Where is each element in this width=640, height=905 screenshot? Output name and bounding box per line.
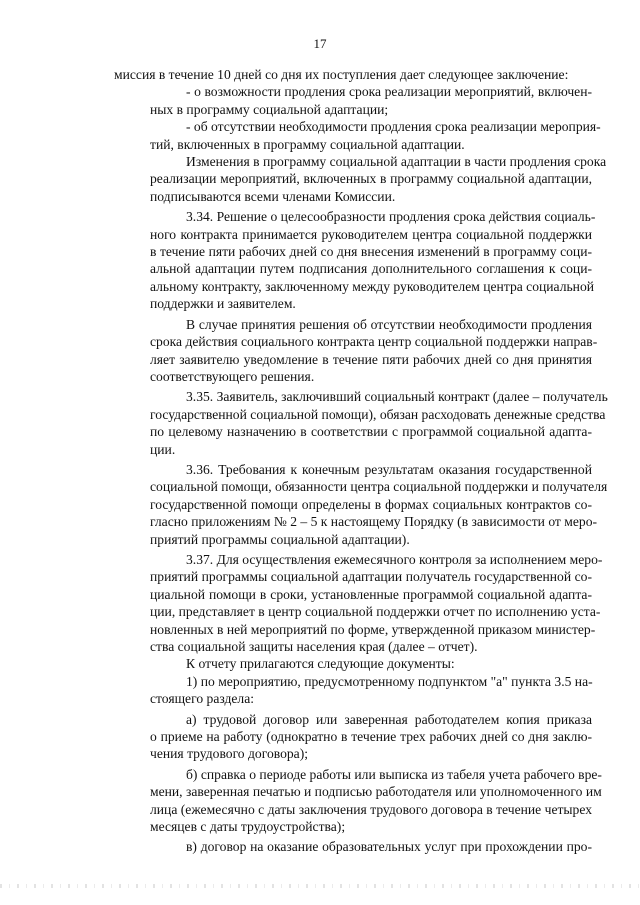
text-line: ства социальной защиты населения края (далее – отчет).	[150, 639, 478, 654]
paragraph-item-a	[114, 711, 592, 763]
text-line: тий, включенных в программу социальной адаптации.	[150, 136, 465, 152]
text-line: миссия в течение 10 дней со дня их поступления дает следующее заключение:	[114, 67, 569, 82]
paragraph-continuation	[114, 66, 592, 83]
paragraph-3-37	[114, 551, 603, 655]
text-line: ляет заявителю уведомление в течение пяти рабочих дней со дня принятия	[150, 351, 592, 367]
paragraph-option-not-needed	[114, 118, 601, 153]
text-line: ных в программу социальной адаптации;	[150, 101, 389, 117]
text-line: гласно приложениям № 2 – 5 к настоящему Порядку (в зависимости от меро-	[150, 514, 598, 530]
text-line: приятий программы социальной адаптации).	[150, 531, 410, 547]
text-line: а) трудовой договор или заверенная работодателем копия приказа	[186, 711, 592, 727]
paragraph-3-34	[114, 208, 596, 312]
text-line: социальной помощи, обязанности центра социальной поддержки и получателя	[150, 479, 608, 495]
text-line: К отчету прилагаются следующие документы:	[186, 656, 455, 672]
text-line: Изменения в программу социальной адаптации в части продления срока	[186, 154, 607, 170]
text-line: стоящего раздела:	[150, 691, 255, 707]
text-line: подписываются всеми членами Комиссии.	[150, 188, 396, 204]
text-line: 3.34. Решение о целесообразности продления срока действия социаль-	[186, 209, 596, 225]
text-line: государственной помощи определены в формах социальных контрактов со-	[150, 496, 592, 512]
text-line: срока действия социального контракта центр социальной поддержки направ-	[150, 334, 598, 350]
text-line: 3.35. Заявитель, заключивший социальный контракт (далее – получатель	[186, 389, 608, 405]
text-line: чения трудового договора);	[150, 746, 309, 762]
text-line: ного контракта принимается руководителем центра социальной поддержки	[150, 226, 592, 242]
paragraph-changes-signed	[114, 153, 607, 205]
text-line: В случае принятия решения об отсутствии необходимости продления	[186, 316, 592, 332]
text-line: месяцев с даты трудоустройства);	[150, 819, 346, 835]
paragraph-3-35	[114, 388, 608, 458]
text-line: циальной помощи в сроки, установленные программой социальной адапта-	[150, 586, 592, 602]
text-line: приятий программы социальной адаптации получатель государственной со-	[150, 569, 592, 585]
text-line: 3.36. Требования к конечным результатам оказания государственной	[186, 461, 592, 477]
text-line: мени, заверенная печатью и подписью работодателя или уполномоченного им	[150, 784, 602, 800]
paragraph-item-v	[114, 838, 592, 855]
text-line: - о возможности продления срока реализации мероприятий, включен-	[186, 84, 592, 100]
paragraph-option-possible	[114, 83, 592, 118]
text-line: ции, представляет в центр социальной поддержки отчет по исполнению уста-	[150, 604, 601, 620]
paragraph-attached-documents	[114, 655, 592, 672]
text-line: поддержки и заявителем.	[150, 296, 296, 312]
paragraph-3-36	[114, 461, 608, 548]
text-line: 3.37. Для осуществления ежемесячного контроля за исполнением меро-	[186, 551, 603, 567]
paragraph-refusal-notice	[114, 316, 598, 386]
scan-artifact	[0, 884, 640, 888]
text-line: о приеме на работу (однократно в течение трех рабочих дней со дня заклю-	[150, 729, 592, 745]
text-line: ции.	[150, 441, 176, 457]
text-line: новленных в ней мероприятий по форме, утвержденной приказом министер-	[150, 621, 596, 637]
text-line: государственной социальной помощи), обязан расходовать денежные средства	[150, 406, 606, 422]
document-body	[114, 66, 608, 856]
paragraph-item-b	[114, 766, 602, 836]
text-line: альной адаптации путем подписания дополнительного соглашения к соци-	[150, 261, 592, 277]
text-line: б) справка о периоде работы или выписка из табеля учета рабочего вре-	[186, 766, 602, 782]
page-number: 17	[313, 36, 327, 51]
text-line: соответствующего решения.	[150, 368, 315, 384]
text-line: в) договор на оказание образовательных услуг при прохождении про-	[186, 839, 592, 855]
text-line: по целевому назначению в соответствии с программой социальной адапта-	[150, 424, 592, 440]
text-line: - об отсутствии необходимости продления срока реализации мероприя-	[186, 119, 601, 135]
text-line: 1) по мероприятию, предусмотренному подпунктом "а" пункта 3.5 на-	[186, 673, 593, 689]
text-line: лица (ежемесячно с даты заключения трудового договора в течение четырех	[150, 801, 592, 817]
text-line: реализации мероприятий, включенных в программу социальной адаптации,	[150, 171, 592, 187]
text-line: в течение пяти рабочих дней со дня внесения изменений в программу соци-	[150, 244, 592, 260]
paragraph-item-1	[114, 673, 592, 708]
text-line: альному контракту, заключенному между руководителем центра социальной	[150, 278, 595, 294]
